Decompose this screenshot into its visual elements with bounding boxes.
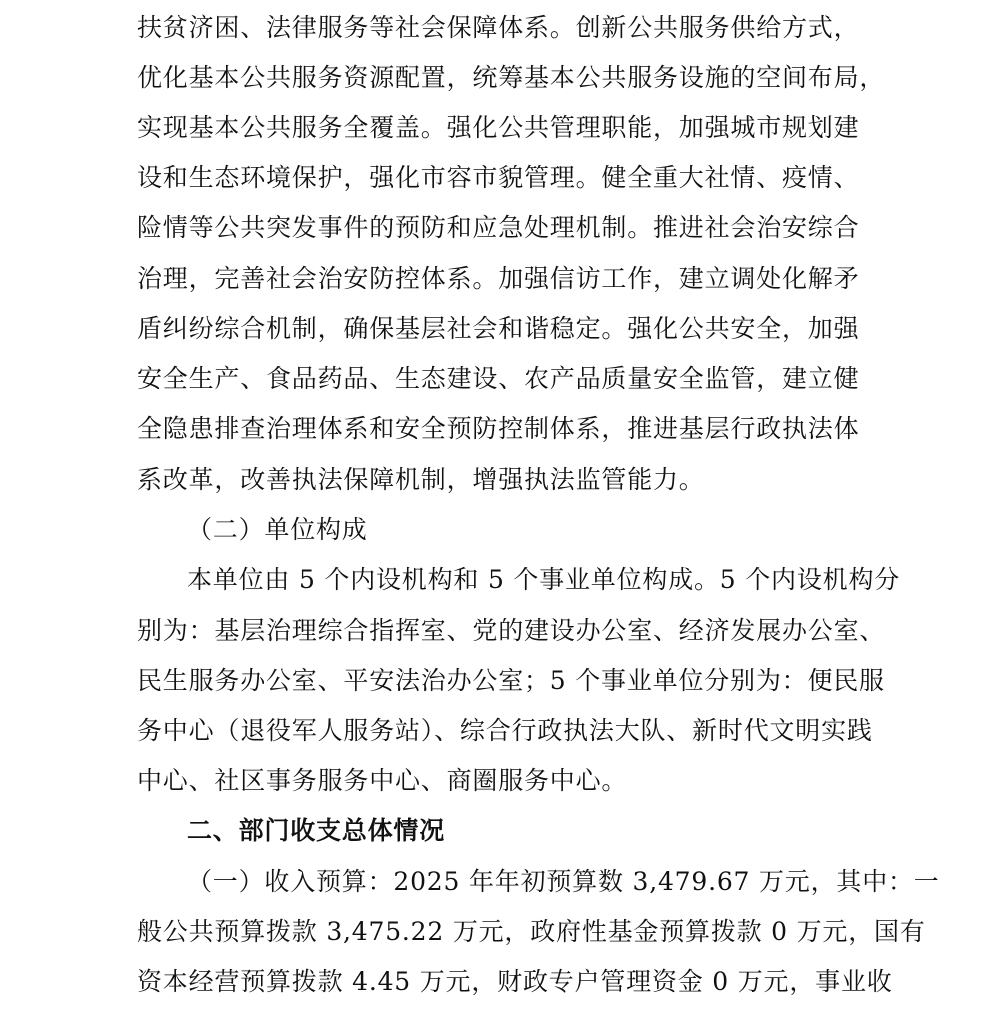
body-text-line: 务中心（退役军人服务站）、综合行政执法大队、新时代文明实践 (137, 716, 873, 745)
body-text-line: 优化基本公共服务资源配置，统筹基本公共服务设施的空间布局， (137, 63, 886, 92)
body-text-line: 资本经营预算拨款 4.45 万元，财政专户管理资金 0 万元，事业收 (137, 967, 893, 996)
body-text-line: 安全生产、食品药品、生态建设、农产品质量安全监管，建立健 (137, 364, 860, 393)
body-text-line: 本单位由 5 个内设机构和 5 个事业单位构成。5 个内设机构分 (187, 565, 901, 594)
body-text-line: 设和生态环境保护，强化市容市貌管理。健全重大社情、疫情、 (137, 163, 860, 192)
body-text-line: 治理，完善社会治安防控体系。加强信访工作，建立调处化解矛 (137, 264, 860, 293)
body-text-line: 扶贫济困、法律服务等社会保障体系。创新公共服务供给方式， (137, 13, 860, 42)
body-text-line: 民生服务办公室、平安法治办公室；5 个事业单位分别为：便民服 (137, 666, 885, 695)
body-text-line: 别为：基层治理综合指挥室、党的建设办公室、经济发展办公室、 (137, 616, 886, 645)
body-text-line: 盾纠纷综合机制，确保基层社会和谐稳定。强化公共安全，加强 (137, 314, 860, 343)
section-subheading: （二）单位构成 (187, 515, 368, 544)
body-text-line: 中心、社区事务服务中心、商圈服务中心。 (137, 766, 628, 795)
body-text-line: （一）收入预算：2025 年年初预算数 3,479.67 万元，其中：一 (187, 867, 940, 896)
body-text-line: 全隐患排查治理体系和安全预防控制体系，推进基层行政执法体 (137, 414, 860, 443)
body-text-line: 实现基本公共服务全覆盖。强化公共管理职能，加强城市规划建 (137, 113, 860, 142)
body-text-line: 系改革，改善执法保障机制，增强执法监管能力。 (137, 465, 705, 494)
section-heading: 二、部门收支总体情况 (187, 816, 446, 845)
body-text-line: 般公共预算拨款 3,475.22 万元，政府性基金预算拨款 0 万元，国有 (137, 917, 926, 946)
body-text-line: 险情等公共突发事件的预防和应急处理机制。推进社会治安综合 (137, 213, 860, 242)
